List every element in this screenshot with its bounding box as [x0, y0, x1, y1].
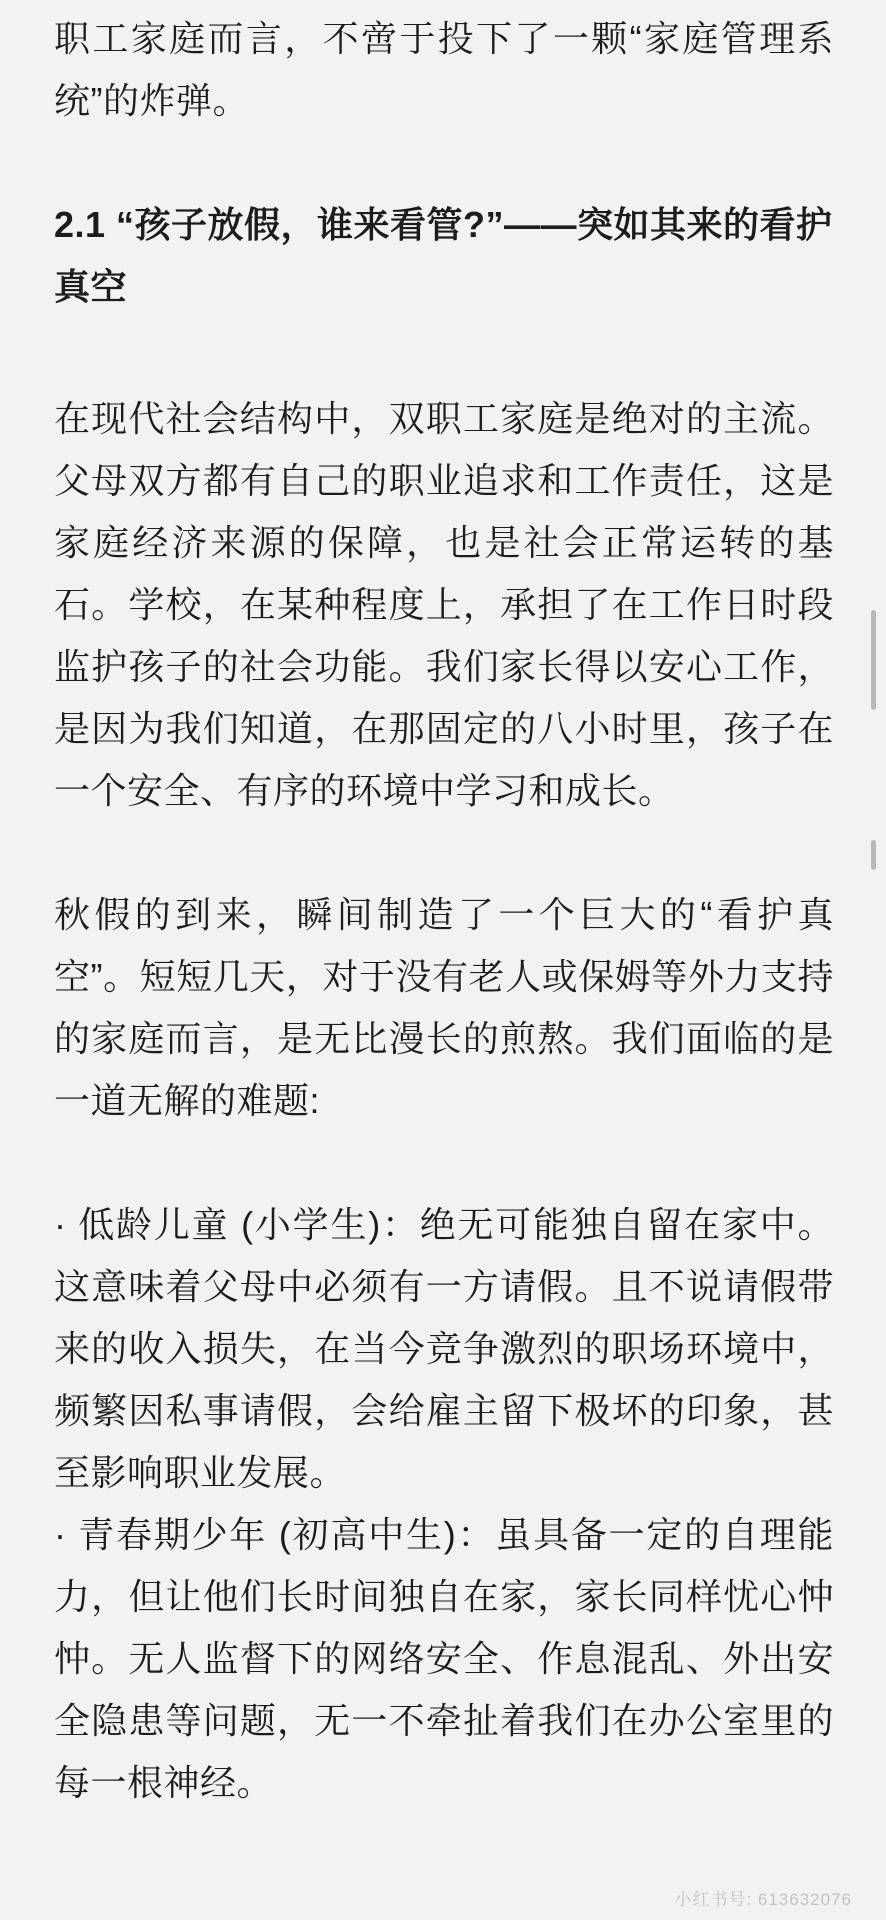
spacer	[54, 1132, 834, 1194]
spacer	[54, 132, 834, 194]
scrollbar-indicator[interactable]	[871, 840, 876, 870]
spacer	[54, 822, 834, 884]
paragraph-intro: 职工家庭而言，不啻于投下了一颗“家庭管理系统”的炸弹。	[54, 18, 834, 121]
spacer	[54, 380, 834, 388]
scrollbar-indicator[interactable]	[871, 610, 876, 710]
list-item: · 低龄儿童 (小学生)：绝无可能独自留在家中。这意味着父母中必须有一方请假。且不说请假带来的收入损失，在当今竞争激烈的职场环境中，频繁因私事请假，会给雇主留下极坏的印象，甚至影响职业发展。	[54, 1204, 834, 1493]
section-heading-2-1: 2.1 “孩子放假，谁来看管?”——突如其来的看护真空	[54, 204, 833, 307]
paragraph-body-1: 在现代社会结构中，双职工家庭是绝对的主流。父母双方都有自己的职业追求和工作责任，这是家庭经济来源的保障，也是社会正常运转的基石。学校，在某种程度上，承担了在工作日时段监护孩子的社会功能。我们家长得以安心工作，是因为我们知道，在那固定的八小时里，孩子在一个安全、有序的环境中学习和成长。	[54, 398, 834, 811]
spacer	[54, 318, 834, 380]
watermark-text: 小红书号: 613632076	[674, 1890, 852, 1909]
list-item: · 青春期少年 (初高中生)：虽具备一定的自理能力，但让他们长时间独自在家，家长同样忧心忡忡。无人监督下的网络安全、作息混乱、外出安全隐患等问题，无一不牵扯着我们在办公室里的每一根神经。	[54, 1514, 834, 1803]
paragraph-body-2: 秋假的到来，瞬间制造了一个巨大的“看护真空”。短短几天，对于没有老人或保姆等外力支持的家庭而言，是无比漫长的煎熬。我们面临的是一道无解的难题:	[54, 894, 834, 1121]
